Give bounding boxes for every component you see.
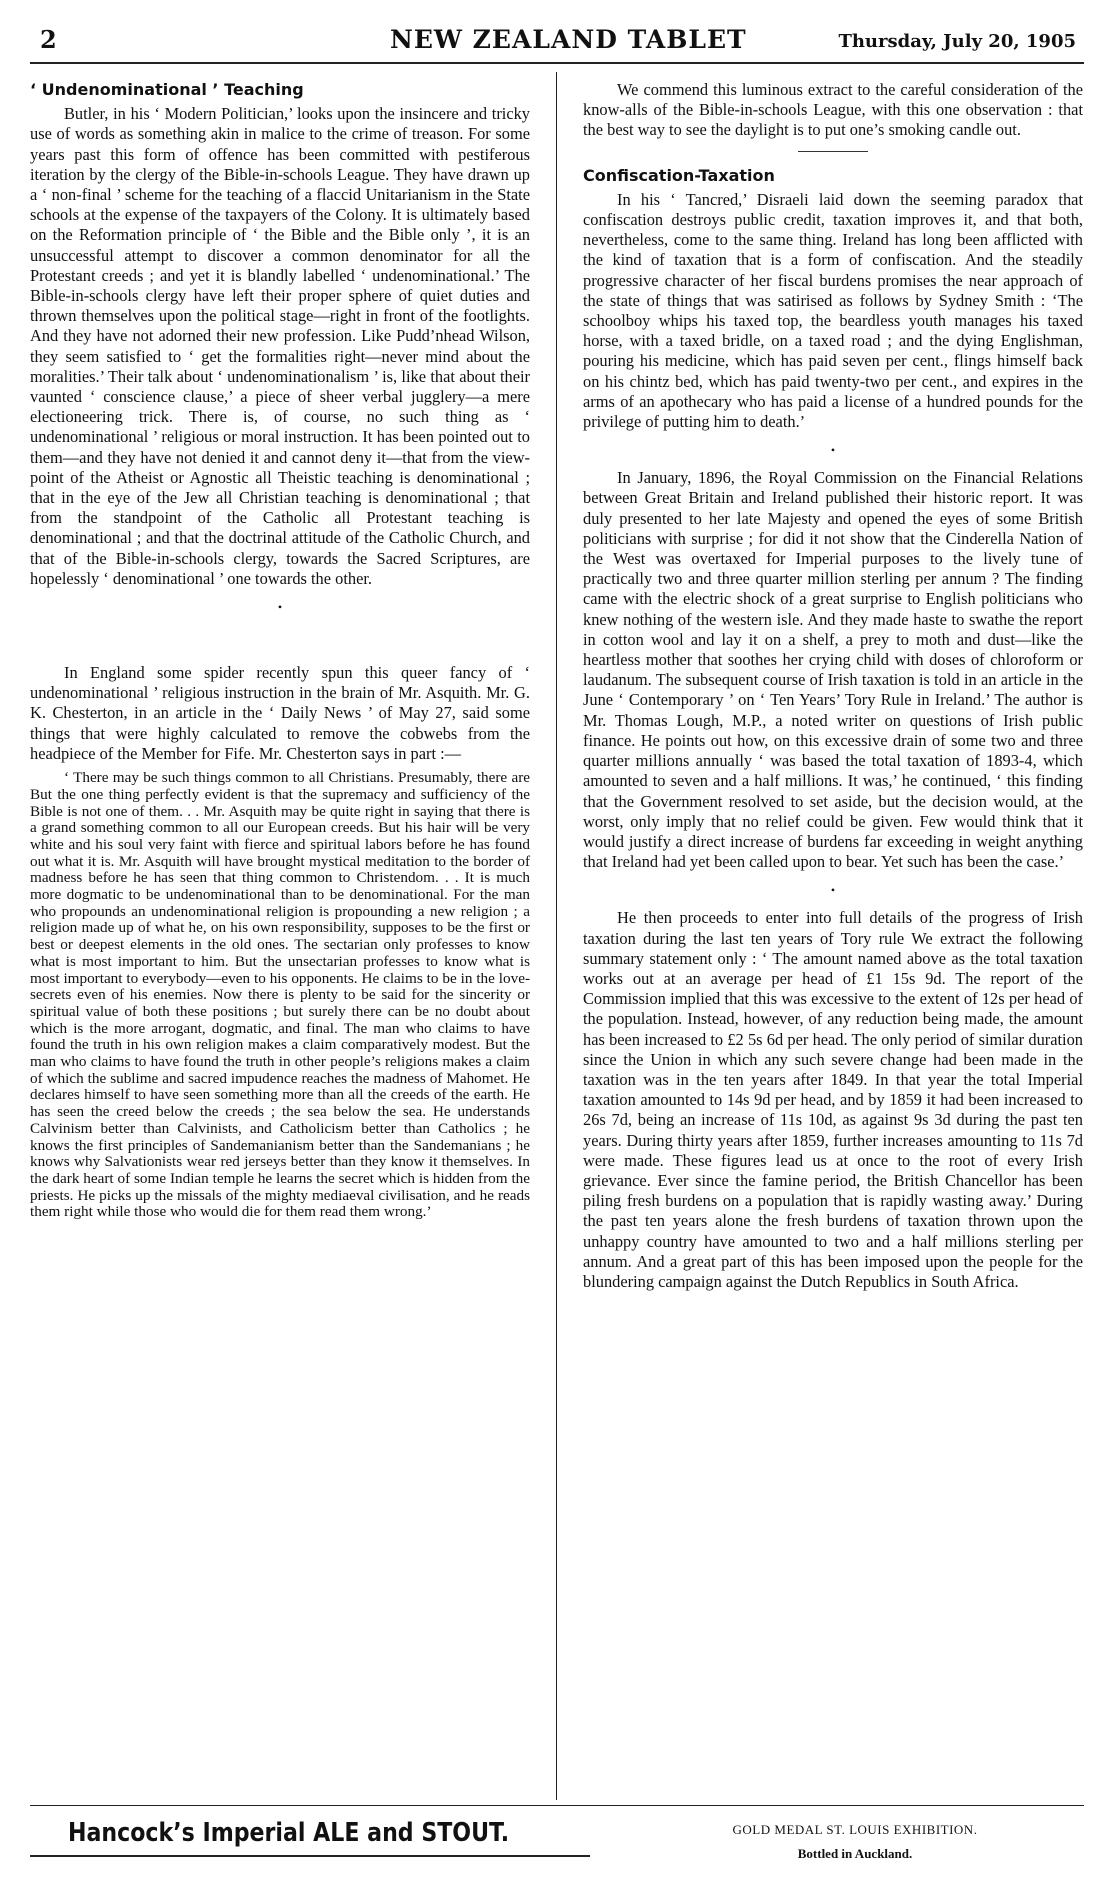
issue-date: Thursday, July 20, 1905 — [838, 31, 1076, 52]
section-separator: • — [830, 883, 836, 898]
article-paragraph: In his ‘ Tancred,’ Disraeli laid down the seeming paradox that confiscation destroys public credit, taxation improves it, and that both, nevertheless, come to the same thing. Ireland has long been afflicted with the kind of taxation that is a form of confiscation. And the steadily progressive character of her fiscal burdens promises the near approach of the state of things that was satirised as follows by Sydney Smith : ‘The schoolboy whips his taxed top, the beardless youth manages his taxed horse, with a taxed bridle, on a taxed road ; and the dying Englishman, pouring his medicine, which has paid seven per cent., flings himself back on his chintz bed, which has paid twenty-two per cent., and expires in the arms of an apothecary who has paid a license of a hundred pounds for the privilege of putting him to death.’ — [583, 189, 1083, 432]
section-separator: • — [277, 600, 283, 615]
masthead — [30, 25, 1084, 63]
article-paragraph: In England some spider recently spun this queer fancy of ‘ undenominational ’ religious instruction in the brain of Mr. Asquith. Mr. G. K. Chesterton, in an article in the ‘ Daily News ’ of May 27, said some things that were highly calculated to remove the cobwebs from the headpiece of the Member for Fife. Mr. Chesterton says in part :— — [30, 663, 530, 763]
article-paragraph: He then proceeds to enter into full details of the progress of Irish taxation during the last ten years of Tory rule We extract the following summary statement only : ‘ The amount named above as the total taxation works out at an average per head of £1 15s 9d. The report of the Commission implied that this was excessive to the extent of 12s per head of the population. Instead, however, of any reduction being made, the amount has been increased to £2 5s 6d per head. The only period of similar duration since the Union in which any such severe change had been made in the taxation was in the ten years after 1849. In that year the total Imperial taxation amounted to 14s 9d per head, and by 1859 it had been increased to 26s 7d, being an increase of 11s 10d, as against 9s 3d during the past ten years. During thirty years after 1859, further increases amounting to 11s 7d were made. These figures lead us at once to the root of every Irish grievance. Ever since the famine period, the British Chancellor has been piling fresh burdens on a population that is rapidly wasting away.’ During the past ten years alone the fresh burdens of taxation thrown upon the unhappy country have amounted to two and a half millions sterling per annum. And a great part of this has been imposed upon the people for the blundering campaign against the Dutch Republics in South Africa. — [583, 908, 1083, 1291]
article-paragraph: In January, 1896, the Royal Commission on the Financial Relations between Great Britain and Ireland published their historic report. It was duly presented to her late Majesty and opened the eyes of some British politicians with surprise ; for did it not show that the Cinderella Nation of the West was overtaxed for Imperial purposes to the lively tune of practically two and three quarter million sterling per annum ? The finding came with the electric shock of a great surprise to English politicians who knew nothing of the western isle. And they made haste to swathe the report in cotton wool and lay it on a shelf, a prey to moth and dust—like the heartless mother that soothes her crying child with doses of chloroform or laudanum. The subsequent course of Irish taxation is told in an article in the June ‘ Contemporary ’ on ‘ Ten Years’ Tory Rule in Ireland.’ The author is Mr. Thomas Lough, M.P., a noted writer on questions of Irish public finance. He points out how, on this excessive drain of some two and three quarter millions annually ‘ was based the total taxation of 1893-4, which amounted to seven and a half millions. It was,’ he continued, ‘ this finding that the Government resolved to set aside, but the decision would, at the worst, only imply that no relief could be given. Few would think that it would justify a direct increase of burdens far exceeding in weight anything that Ireland had yet been called upon to bear. Yet such has been the case.’ — [583, 468, 1083, 872]
footer-rule — [30, 1805, 1084, 1806]
gold-medal-advert — [690, 1822, 1020, 1862]
advert-bottled-line: Bottled in Auckland. — [797, 1846, 913, 1861]
article-heading-undenominational: ‘ Undenominational ’ Teaching — [30, 80, 304, 99]
short-rule — [798, 151, 868, 152]
hancocks-ale-advert: Hancock’s Imperial ALE and STOUT. — [68, 1818, 510, 1848]
column-divider — [556, 72, 557, 1800]
newspaper-title: NEW ZEALAND TABLET — [390, 25, 747, 54]
left-column — [30, 80, 530, 1221]
advert-underline — [30, 1855, 590, 1857]
article-paragraph: Butler, in his ‘ Modern Politician,’ looks upon the insincere and tricky use of words as something akin in malice to the crime of treason. For some years past this form of offence has been committed with pestiferous iteration by the clergy of the Bible-in-schools League. They have drawn up a ‘ non-final ’ scheme for the teaching of a flaccid Unitarianism in the State schools at the expense of the taxpayers of the Colony. It is ultimately based on the Reformation principle of ‘ the Bible and the Bible only ’, it is an unsuccessful attempt to discover a common denominator for all the Protestant creeds ; and yet it is blandly labelled ‘ undenominational.’ The Bible-in-schools clergy have left their proper sphere of quiet duties and thrown themselves upon the political stage—right in front of the footlights. And they have not adorned their new profession. Like Pudd’nhead Wilson, they seem satisfied to ‘ get the formalities right—never mind about the moralities.’ Their talk about ‘ undenominationalism ’ is, like that about their vaunted ‘ conscience clause,’ a piece of sheer verbal jugglery—a mere electioneering trick. There is, of course, no such thing as ‘ undenominational ’ religious or moral instruction. It has been pointed out to them—and they have not denied it and cannot deny it—that from the view-point of the Atheist or Agnostic all Theistic teaching is denominational ; that in the eye of the Jew all Christian teaching is denominational ; that from the standpoint of the Catholic all Protestant teaching is denominational ; and that the doctrinal attitude of the Catholic Church, and that of the Bible-in-schools clergy, towards the Sacred Scriptures, are hopelessly ‘ denominational ’ one towards the other. — [30, 104, 530, 588]
chesterton-quote: ‘ There may be such things common to all Christians. Presumably, there are But the one thing perfectly evident is that the supremacy and sufficiency of the Bible is not one of them. . . Mr. Asquith may be quite right in saying that there is a grand something common to all our European creeds. But his hair will be very white and his soul very faint with fierce and spiritual labors before he has found out what it is. Mr. Asquith will have brought mystical meditation to the border of madness before he has seen that thing common to Christendom. . . It is much more dogmatic to be undenominational than to be denominational. For the man who propounds an undenominational religion is propounding a new religion ; a religion made up of what he, on his own responsibility, supposes to be the first or best or deepest elements in the old ones. The sectarian only professes to know what is most important to him. But the unsectarian professes to know what is most important to everybody—even to his opponents. He claims to be in the love-secrets even of his enemies. Now there is plenty to be said for the sincerity or spiritual value of both these positions ; but surely there can be no doubt about which is the more arrogant, dogmatic, and final. The man who claims to have found the truth in his own religion makes a claim comparatively modest. But the man who claims to have found the truth in other people’s religions makes a claim of which the sublime and sacred impudence reaches the madness of Mahomet. He declares himself to have seen something more than all the creeds of the earth. He has seen the creed below the creeds ; the sea below the sea. He understands Calvinism better than Calvinists, and Catholicism better than Catholics ; he knows the first principles of Sandemanianism better than the Sandemanians ; he knows why Salvationists wear red jerseys better than they know it themselves. In the dark heart of some Indian temple he learns the secret which is hidden from the priests. He picks up the missals of the mighty mediaeval civilisation, and he reads them right while those who would die for them read them wrong.’ — [30, 769, 530, 1221]
masthead-rule — [30, 62, 1084, 64]
spacer — [30, 625, 530, 663]
article-heading-confiscation: Confiscation-Taxation — [583, 165, 775, 185]
right-column — [583, 80, 1083, 1292]
article-paragraph: We commend this luminous extract to the careful consideration of the know-alls of the Bible-in-schools League, with this one observation : that the best way to see the daylight is to put one’s smoking candle out. — [583, 80, 1083, 140]
page-number: 2 — [40, 25, 57, 54]
section-separator: • — [830, 443, 836, 458]
advert-medal-line: GOLD MEDAL ST. LOUIS EXHIBITION. — [732, 1822, 978, 1837]
